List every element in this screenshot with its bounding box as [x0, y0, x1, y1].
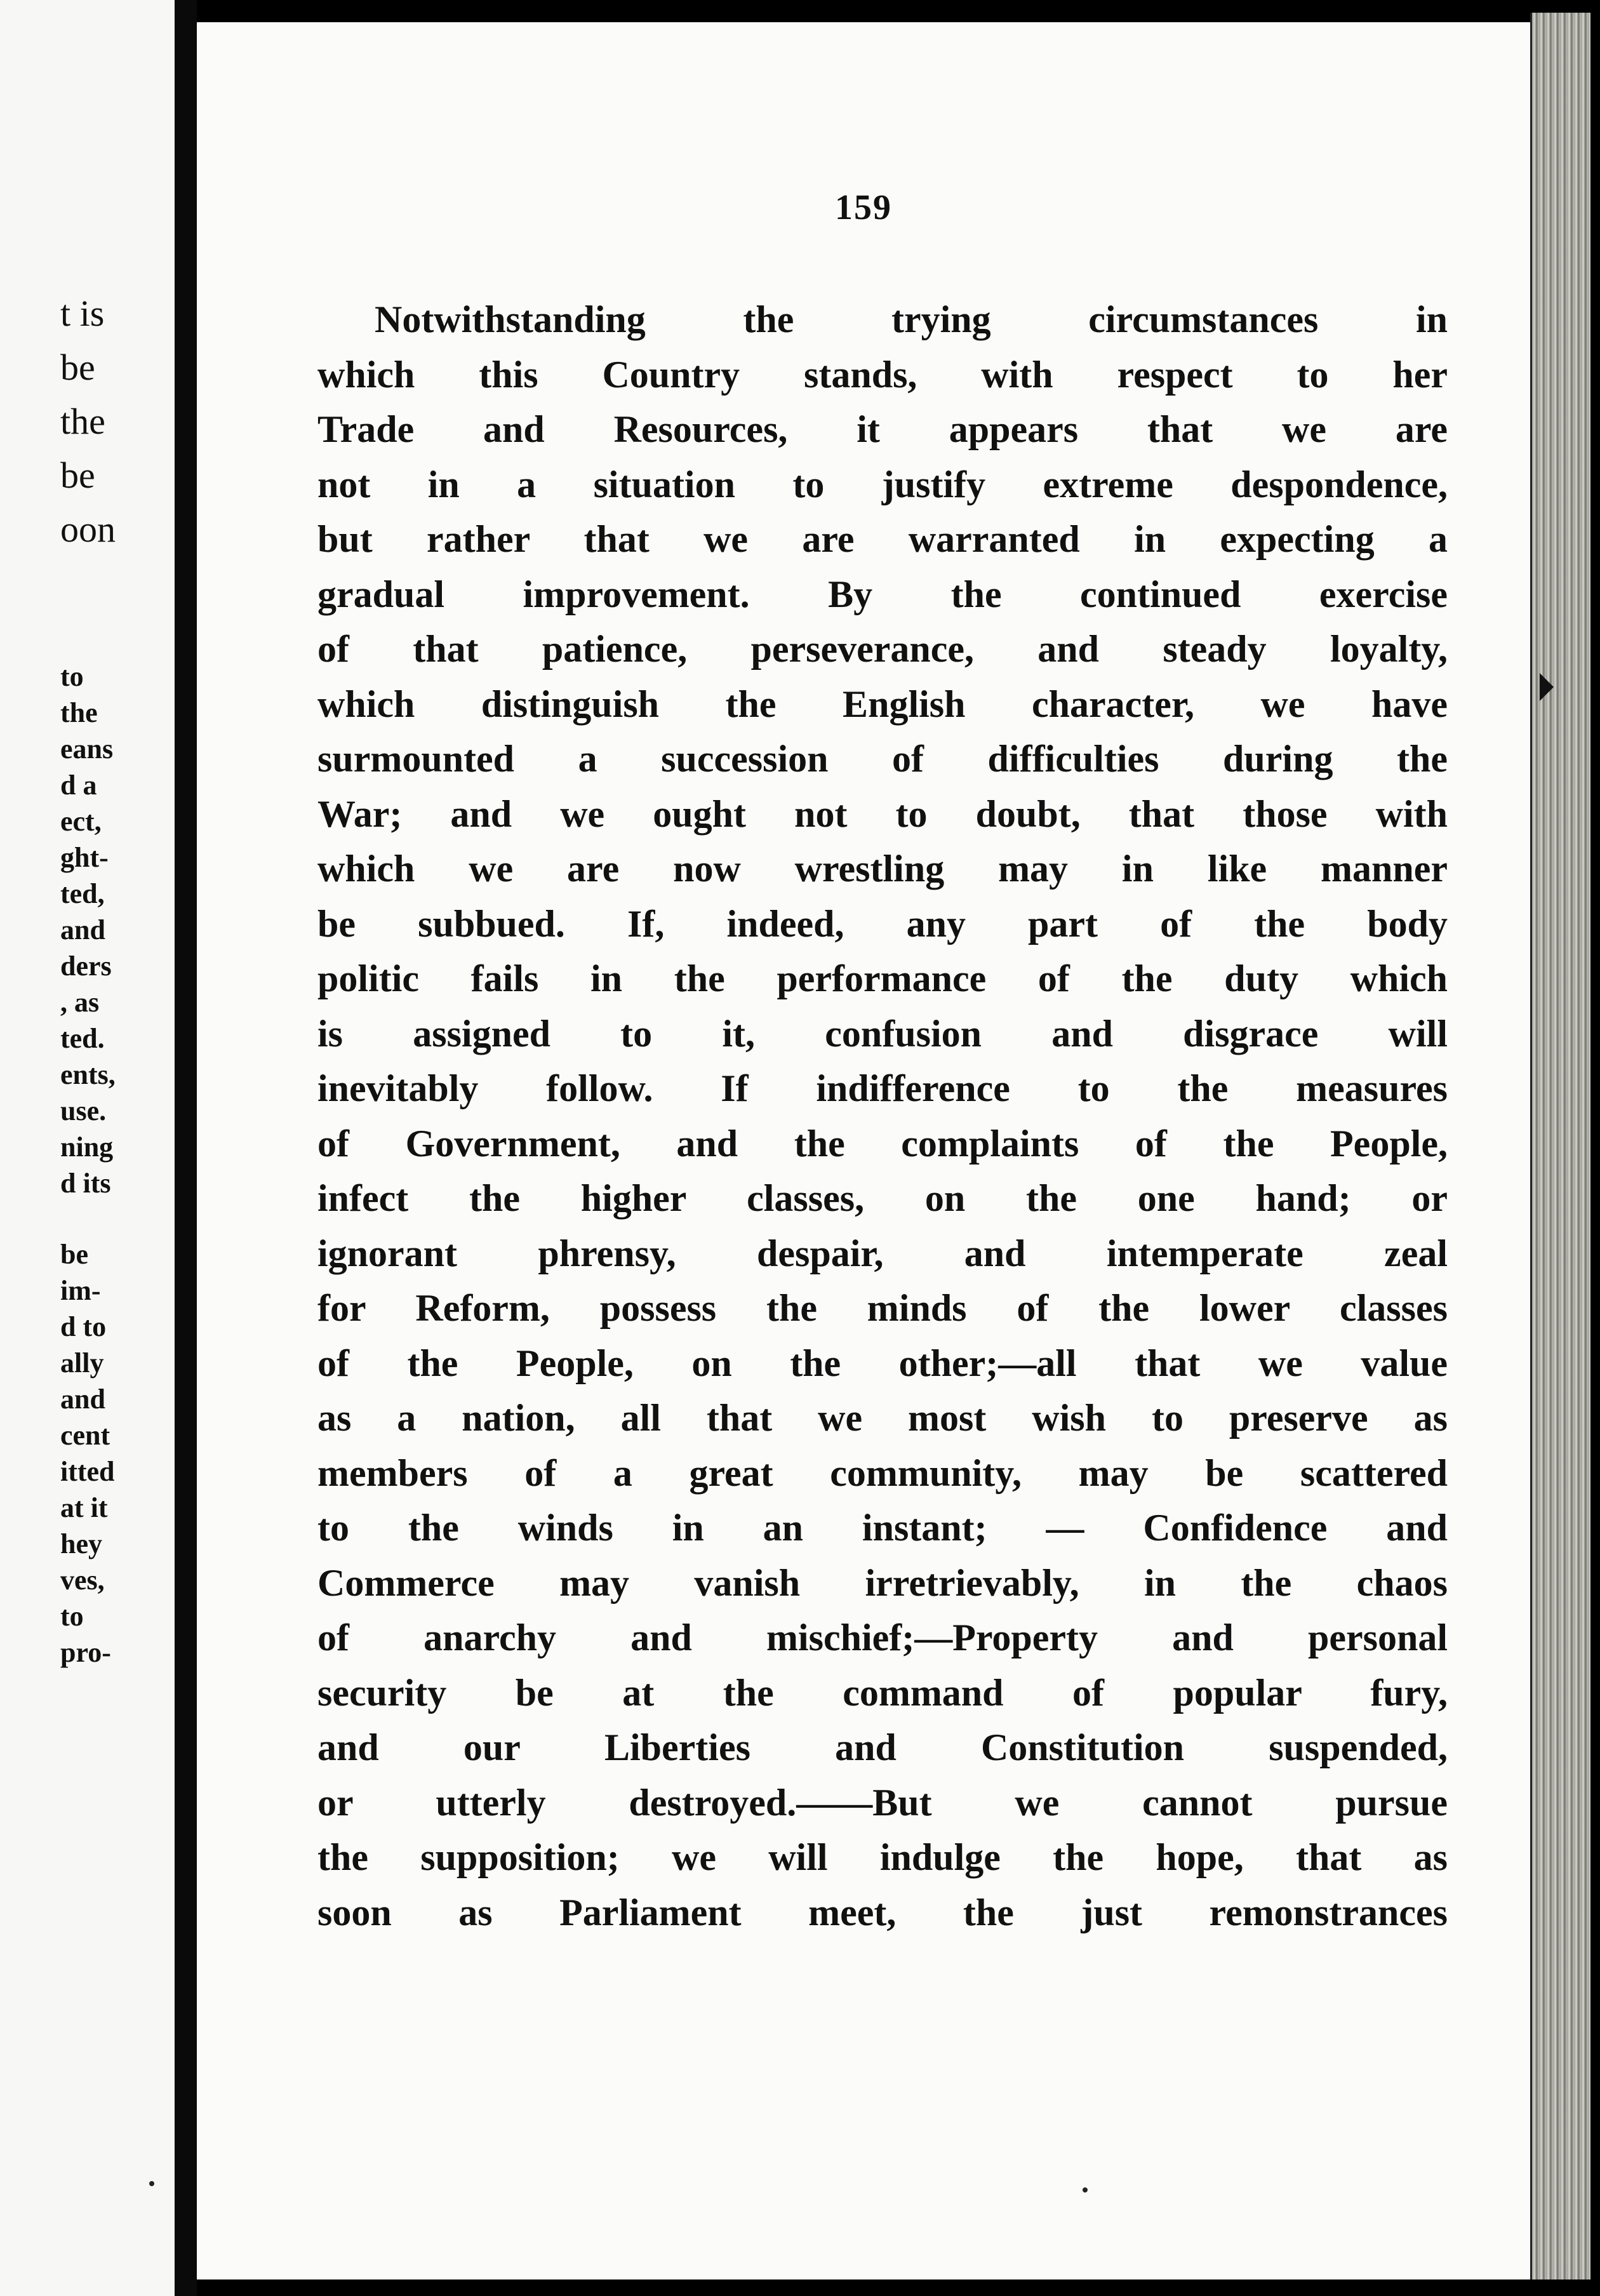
- left-page-text-fragment: at it: [60, 1492, 108, 1523]
- text-line: not in a situation to justify extreme despondence,: [317, 463, 1448, 505]
- left-page-text-fragment: hey: [60, 1528, 102, 1559]
- text-line: Notwithstanding the trying circumstances in: [375, 298, 1448, 340]
- text-line: inevitably follow. If indifference to the measures: [317, 1067, 1448, 1109]
- text-line: soon as Parliament meet, the just remonstrances: [317, 1891, 1448, 1933]
- ink-speck: [149, 2181, 154, 2186]
- left-page-text-fragment: ted,: [60, 878, 105, 909]
- left-page-text-fragment: be: [60, 347, 95, 388]
- text-line: as a nation, all that we most wish to preserve as: [317, 1397, 1448, 1439]
- left-page-fragment: [0, 0, 176, 2296]
- page-number: 159: [835, 188, 892, 227]
- left-page-text-fragment: and: [60, 1384, 105, 1415]
- left-page-text-fragment: ted.: [60, 1023, 105, 1054]
- left-page-text-fragment: d to: [60, 1311, 107, 1342]
- left-page-text-fragment: to: [60, 661, 84, 692]
- left-page-text-fragment: be: [60, 1239, 88, 1270]
- text-line: members of a great community, may be scattered: [317, 1452, 1448, 1494]
- left-page-text-fragment: ents,: [60, 1059, 116, 1090]
- left-page-text-fragment: use.: [60, 1095, 107, 1126]
- text-line: is assigned to it, confusion and disgrace will: [317, 1012, 1448, 1055]
- left-page-text-fragment: t is: [60, 293, 105, 334]
- text-line: War; and we ought not to doubt, that those with: [317, 792, 1448, 835]
- text-line: and our Liberties and Constitution suspended,: [317, 1726, 1448, 1768]
- left-page-text-fragment: pro-: [60, 1637, 111, 1668]
- left-page-text-fragment: ders: [60, 951, 112, 982]
- text-line: which this Country stands, with respect to her: [317, 353, 1448, 396]
- left-page-text-fragment: oon: [60, 509, 116, 550]
- left-page-text-fragment: to: [60, 1601, 84, 1632]
- left-page-text-fragment: d a: [60, 770, 97, 801]
- left-page-text-fragment: im-: [60, 1275, 101, 1306]
- left-page-text-fragment: d its: [60, 1168, 111, 1199]
- text-line: be subbued. If, indeed, any part of the body: [317, 902, 1448, 945]
- text-line: ignorant phrensy, despair, and intemperate zeal: [317, 1232, 1448, 1274]
- left-page-text-fragment: and: [60, 914, 105, 945]
- left-page-text-fragment: the: [60, 697, 98, 728]
- left-page-text-fragment: ally: [60, 1347, 104, 1378]
- text-line: infect the higher classes, on the one hand; or: [317, 1177, 1448, 1219]
- text-line: or utterly destroyed.——But we cannot pursue: [317, 1781, 1448, 1824]
- text-line: to the winds in an instant; — Confidence and: [317, 1507, 1448, 1549]
- book-gutter: [175, 0, 197, 2296]
- text-line: surmounted a succession of difficulties during the: [317, 738, 1448, 780]
- text-line: security be at the command of popular fury,: [317, 1671, 1448, 1714]
- text-line: politic fails in the performance of the duty which: [317, 958, 1448, 999]
- body-text: [317, 292, 1448, 1940]
- left-page-text-fragment: ect,: [60, 806, 102, 837]
- text-line: but rather that we are warranted in expecting a: [317, 518, 1448, 560]
- edge-tab-mark-icon: [1540, 673, 1554, 701]
- left-page-text-fragment: itted: [60, 1456, 115, 1487]
- text-line: of that patience, perseverance, and steady loyalty,: [317, 628, 1448, 670]
- text-line: of Government, and the complaints of the People,: [317, 1122, 1448, 1165]
- left-page-text-fragment: ght-: [60, 842, 109, 873]
- text-line: Commerce may vanish irretrievably, in the chaos: [317, 1561, 1448, 1604]
- text-line: Trade and Resources, it appears that we are: [317, 408, 1448, 450]
- left-page-text-fragment: ning: [60, 1131, 114, 1163]
- text-line: gradual improvement. By the continued exercise: [317, 573, 1448, 615]
- ink-speck: [1083, 2187, 1088, 2193]
- text-line: of the People, on the other;—all that we value: [317, 1342, 1448, 1384]
- text-line: which distinguish the English character, we have: [317, 683, 1448, 725]
- left-page-text-fragment: the: [60, 401, 105, 442]
- text-line: of anarchy and mischief;—Property and personal: [317, 1617, 1448, 1659]
- right-page: [197, 22, 1530, 2279]
- left-page-text-fragment: ves,: [60, 1565, 105, 1596]
- text-line: for Reform, possess the minds of the lower classes: [317, 1287, 1448, 1329]
- left-page-text-fragment: eans: [60, 733, 114, 764]
- text-line: which we are now wrestling may in like manner: [317, 848, 1448, 890]
- page-edges: [1530, 13, 1590, 2279]
- left-page-text-fragment: , as: [60, 987, 100, 1018]
- left-page-text-fragment: cent: [60, 1420, 110, 1451]
- left-page-text-fragment: be: [60, 455, 95, 496]
- text-line: the supposition; we will indulge the hope, that as: [317, 1836, 1448, 1878]
